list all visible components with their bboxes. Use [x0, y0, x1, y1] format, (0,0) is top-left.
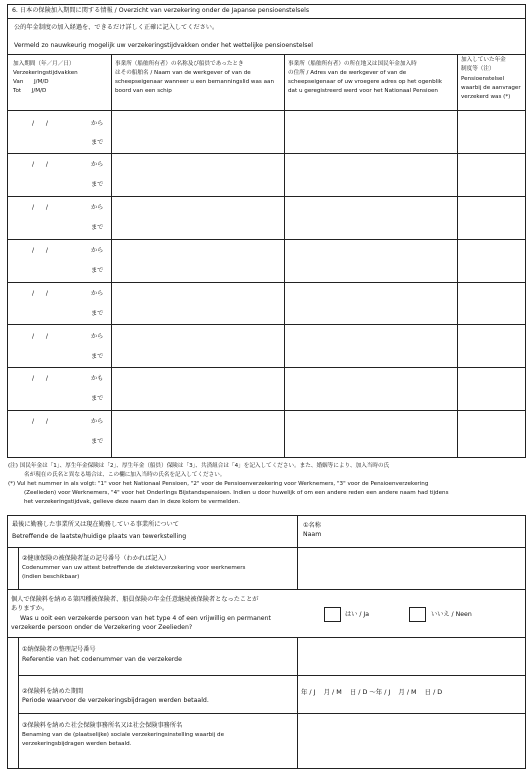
name-input[interactable]	[340, 519, 522, 545]
header-employer-0: 事業所（船舶所有者）の名称及び船員であったとき	[115, 61, 244, 67]
row-from: から	[91, 204, 104, 211]
row-slash[interactable]: / /	[32, 120, 48, 127]
col-divider	[18, 547, 19, 589]
row-to: まで	[91, 395, 104, 402]
row-to: まで	[91, 139, 104, 146]
header-period-1: Verzekeringstijdvakken	[13, 70, 78, 76]
code-nl-1: Codenummer van uw attest betreffende de ziekteverzekering voor werknemers	[22, 565, 246, 571]
row-divider	[7, 239, 526, 240]
ref-jp: ①納保険者の整理記号番号	[22, 646, 96, 653]
code-nl-2: (indien beschikbaar)	[22, 574, 80, 580]
row-to: まで	[91, 438, 104, 445]
yes-label: はい / Ja	[345, 611, 370, 618]
header-divider	[7, 110, 526, 111]
header-address-3: dat u geregistreerd werd voor het Nationaal Pensioen	[288, 88, 438, 94]
row-slash[interactable]: / /	[32, 290, 48, 297]
row-divider	[7, 282, 526, 283]
header-address-2: scheepseigenaar of uw vroegere adres op het ogenblik	[288, 79, 443, 85]
note-nl-2: (Zeelieden) voor Werknemers, "4" voor het Onderlings Bijstandspensioen. Indien u door huwelijk of om een andere reden een andere naam had tijdens	[24, 490, 449, 496]
col-divider	[297, 637, 298, 769]
name-label-jp: ①名称	[303, 522, 321, 529]
row-slash[interactable]: / /	[32, 161, 48, 168]
row-divider	[7, 410, 526, 411]
intro-jp: 公的年金制度の加入経過を、できるだけ詳しく正確に記入してください。	[14, 24, 219, 31]
header-period-3: Tot J/M/D	[13, 88, 47, 94]
employer-jp: 最後に勤務した事業所又は現在勤務している事業所について	[12, 521, 179, 528]
row-slash[interactable]: / /	[32, 418, 48, 425]
header-employer-1: はその船舶名 / Naam van de werkgever of van de	[115, 70, 251, 76]
header-employer-3: boord van een schip	[115, 88, 172, 94]
period-fields[interactable]: 年 / J 月 / M 日 / D 〜年 / J 月 / M 日 / D	[301, 688, 443, 696]
header-period-2: Van J/M/D	[13, 79, 49, 85]
note-jp-2: 名が現在の氏名と異なる場合は、この欄に加入当時の氏名を記入してください。	[24, 472, 226, 478]
note-jp-1: (注) 国民年金は「1」、厚生年金保険は「2」、厚生年金（船員）保険は「3」、共済組合は「4」を記入してください。また、婚姻等により、加入当時の氏	[8, 463, 390, 469]
question-jp-2: ありますか。	[11, 605, 49, 612]
row-from: かも	[91, 375, 104, 382]
header-pension-4: verzekerd was (*)	[461, 94, 511, 100]
no-label: いいえ / Neen	[431, 611, 472, 618]
row-divider	[7, 324, 526, 325]
employer-nl: Betreffende de laatste/huidige plaats van tewerkstelling	[12, 533, 187, 540]
col-divider	[457, 54, 458, 458]
divider	[7, 589, 526, 590]
name-label-nl: Naam	[303, 531, 322, 538]
divider	[18, 713, 526, 714]
question-nl-1: Was u ooit een verzekerde persoon van het type 4 of een vrijwillig en permanent	[20, 615, 271, 622]
period-jp: ②保険料を納めた期間	[22, 688, 84, 695]
divider	[7, 54, 526, 55]
row-from: から	[91, 161, 104, 168]
row-from: から	[91, 290, 104, 297]
row-slash[interactable]: / /	[32, 333, 48, 340]
divider	[7, 547, 526, 548]
row-slash[interactable]: / /	[32, 204, 48, 211]
header-employer-2: scheepseigenaar wanneer u een bemanningslid was aan	[115, 79, 274, 85]
row-from: から	[91, 333, 104, 340]
note-nl-1: (*) Vul het nummer in als volgt: "1" voor het Nationaal Pensioen, "2" voor de Pensioenverzekering voor Werknemers, "3" voor de Pensioenverzekering	[8, 481, 429, 487]
office-nl-1: Benaming van de (plaatselijke) sociale verzekeringsinstelling waarbij de	[22, 732, 225, 738]
divider	[18, 675, 526, 676]
row-divider	[7, 196, 526, 197]
row-to: まで	[91, 224, 104, 231]
ref-input[interactable]	[299, 639, 523, 673]
divider	[7, 18, 526, 19]
office-input[interactable]	[299, 715, 523, 767]
header-pension-1: 制度等（注）	[461, 66, 495, 72]
office-jp: ③保険料を納めた社会保険事務所名又は社会保険事務所名	[22, 722, 183, 729]
row-from: から	[91, 247, 104, 254]
code-input[interactable]	[299, 549, 523, 587]
no-checkbox[interactable]	[409, 607, 426, 622]
header-address-1: の住所 / Adres van de werkgever of van de	[288, 70, 407, 76]
row-divider	[7, 153, 526, 154]
row-from: から	[91, 120, 104, 127]
header-pension-0: 加入していた年金	[461, 57, 506, 63]
row-divider	[7, 367, 526, 368]
col-divider	[284, 54, 285, 458]
col-divider	[111, 54, 112, 458]
row-slash[interactable]: / /	[32, 375, 48, 382]
period-nl: Periode waarvoor de verzekeringsbijdragen werden betaald.	[22, 697, 209, 704]
intro-nl: Vermeld zo nauwkeurig mogelijk uw verzekeringstijdvakken onder het wettelijke pensioenstelsel	[14, 42, 313, 49]
col-divider	[297, 515, 298, 547]
row-to: まで	[91, 181, 104, 188]
row-to: まで	[91, 353, 104, 360]
header-pension-3: waarbij de aanvrager	[461, 85, 521, 91]
col-divider	[297, 547, 298, 589]
code-jp: ②健康保険の被保険者証の記号番号（わかれば記入）	[22, 555, 170, 562]
ref-nl: Referentie van het codenummer van de verzekerde	[22, 656, 182, 663]
office-nl-2: verzekeringsbijdragen werden betaald.	[22, 741, 132, 747]
question-jp-1: 個人で保険料を納める第四種被保険者、船員保険の年金任意継続被保険者となったことが	[11, 596, 259, 603]
header-period-0: 加入期間（年／月／日）	[13, 61, 75, 67]
row-from: から	[91, 418, 104, 425]
section6-title: 6. 日本の保険加入期間に関する情報 / Overzicht van verzekering onder de Japanse pensioenstelsels	[12, 7, 310, 14]
header-address-0: 事業所（船舶所有者）の所在地又は国民年金加入時	[288, 61, 417, 67]
row-to: まで	[91, 310, 104, 317]
question-nl-2: verzekerde persoon onder de Verzekering voor Zeelieden?	[11, 624, 193, 631]
row-to: まで	[91, 267, 104, 274]
divider	[7, 637, 526, 638]
header-pension-2: Pensioenstelsel	[461, 76, 505, 82]
yes-checkbox[interactable]	[324, 607, 341, 622]
row-slash[interactable]: / /	[32, 247, 48, 254]
section6-frame	[7, 4, 526, 458]
col-divider	[18, 637, 19, 769]
note-nl-3: het verzekeringstijdvak, gelieve deze naam dan in deze kolom te vermelden.	[24, 499, 241, 505]
